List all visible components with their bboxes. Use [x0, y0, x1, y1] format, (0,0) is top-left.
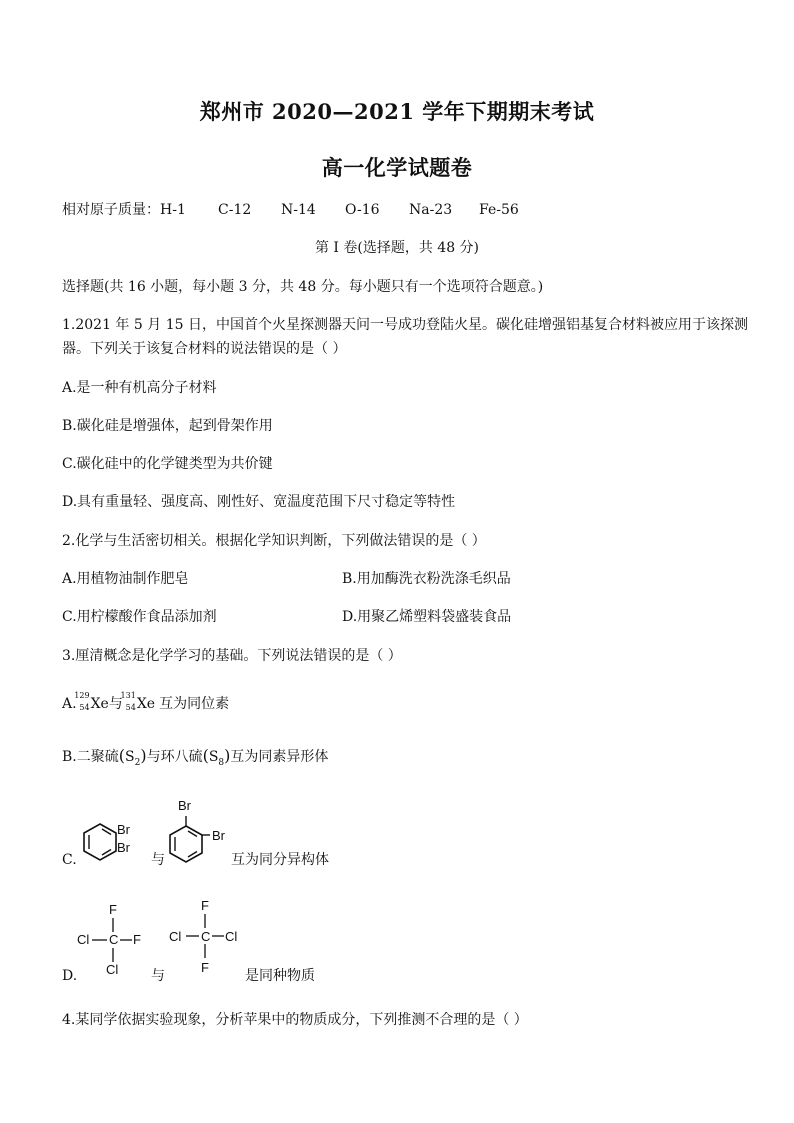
bromine-label: Br [212, 828, 225, 843]
bromine-label: Br [117, 840, 130, 855]
q2-stem: 2.化学与生活密切相关。根据化学知识判断，下列做法错误的是（ ） [62, 533, 486, 549]
nuclide-notation: 131 54 [120, 691, 136, 712]
q3-option-c-prefix: C. [62, 852, 77, 868]
q2-option-d: D.用聚乙烯塑料袋盛装食品 [342, 609, 512, 625]
q3-option-b: B.二聚硫$(S_2)$与环八硫$(S_8)$互为同素异形体 [62, 746, 329, 768]
page-title: 郑州市 2020—2021 学年下期期末考试 [199, 99, 595, 124]
q3-stem: 3.厘清概念是化学学习的基础。下列说法错误的是（ ） [62, 648, 402, 664]
q3-option-d-mid: 与 [151, 968, 165, 984]
q1-stem-line1: 1.2021 年 5 月 15 日，中国首个火星探测器天问一号成功登陆火星。碳化硅增强铝基复合材料被应用于该探测 [62, 317, 748, 333]
bromine-label: Br [117, 822, 130, 837]
atomic-masses-label: 相对原子质量： [62, 202, 160, 218]
q1-stem-line2: 器。下列关于该复合材料的说法错误的是（ ） [62, 341, 347, 357]
q1-option-c: C.碳化硅中的化学键类型为共价键 [62, 456, 273, 472]
q1-option-d: D.具有重量轻、强度高、刚性好、宽温度范围下尺寸稳定等特性 [62, 494, 456, 510]
mass-item: H-1 [160, 202, 186, 218]
q2-option-c: C.用柠檬酸作食品添加剂 [62, 609, 217, 625]
nuclide-notation: 129 54 [74, 691, 90, 712]
atomic-masses [62, 201, 519, 219]
mass-item: C-12 [218, 202, 252, 218]
q1-option-a: A.是一种有机高分子材料 [62, 380, 217, 396]
page-subtitle: 高一化学试题卷 [321, 155, 473, 180]
bromine-label: Br [178, 798, 191, 813]
q2-option-a: A.用植物油制作肥皂 [62, 571, 189, 587]
mass-item: Na-23 [409, 202, 453, 218]
q3-option-d-suffix: 是同种物质 [245, 968, 315, 984]
q3-option-c-mid: 与 [151, 852, 165, 868]
mass-item: N-14 [281, 202, 316, 218]
section-heading: 第 I 卷(选择题，共 48 分) [314, 240, 480, 256]
q3-option-c-suffix: 互为同分异构体 [231, 852, 329, 868]
section-instructions: 选择题(共 16 小题，每小题 3 分，共 48 分。每小题只有一个选项符合题意。) [62, 279, 544, 295]
mass-item: Fe-56 [479, 202, 519, 218]
q2-option-b: B.用加酶洗衣粉洗涤毛织品 [342, 571, 511, 587]
q4-stem: 4.某同学依据实验现象，分析苹果中的物质成分，下列推测不合理的是（ ） [62, 1012, 528, 1028]
ortho-dibromobenzene-structure-alt [168, 816, 218, 872]
q3-option-d-prefix: D. [62, 968, 78, 984]
q1-option-b: B.碳化硅是增强体，起到骨架作用 [62, 418, 273, 434]
mass-item: O-16 [345, 202, 380, 218]
q3-option-a: A. 129 54 Xe与 131 54 Xe 互为同位素 [62, 691, 230, 712]
ortho-dibromobenzene-structure [80, 820, 150, 870]
